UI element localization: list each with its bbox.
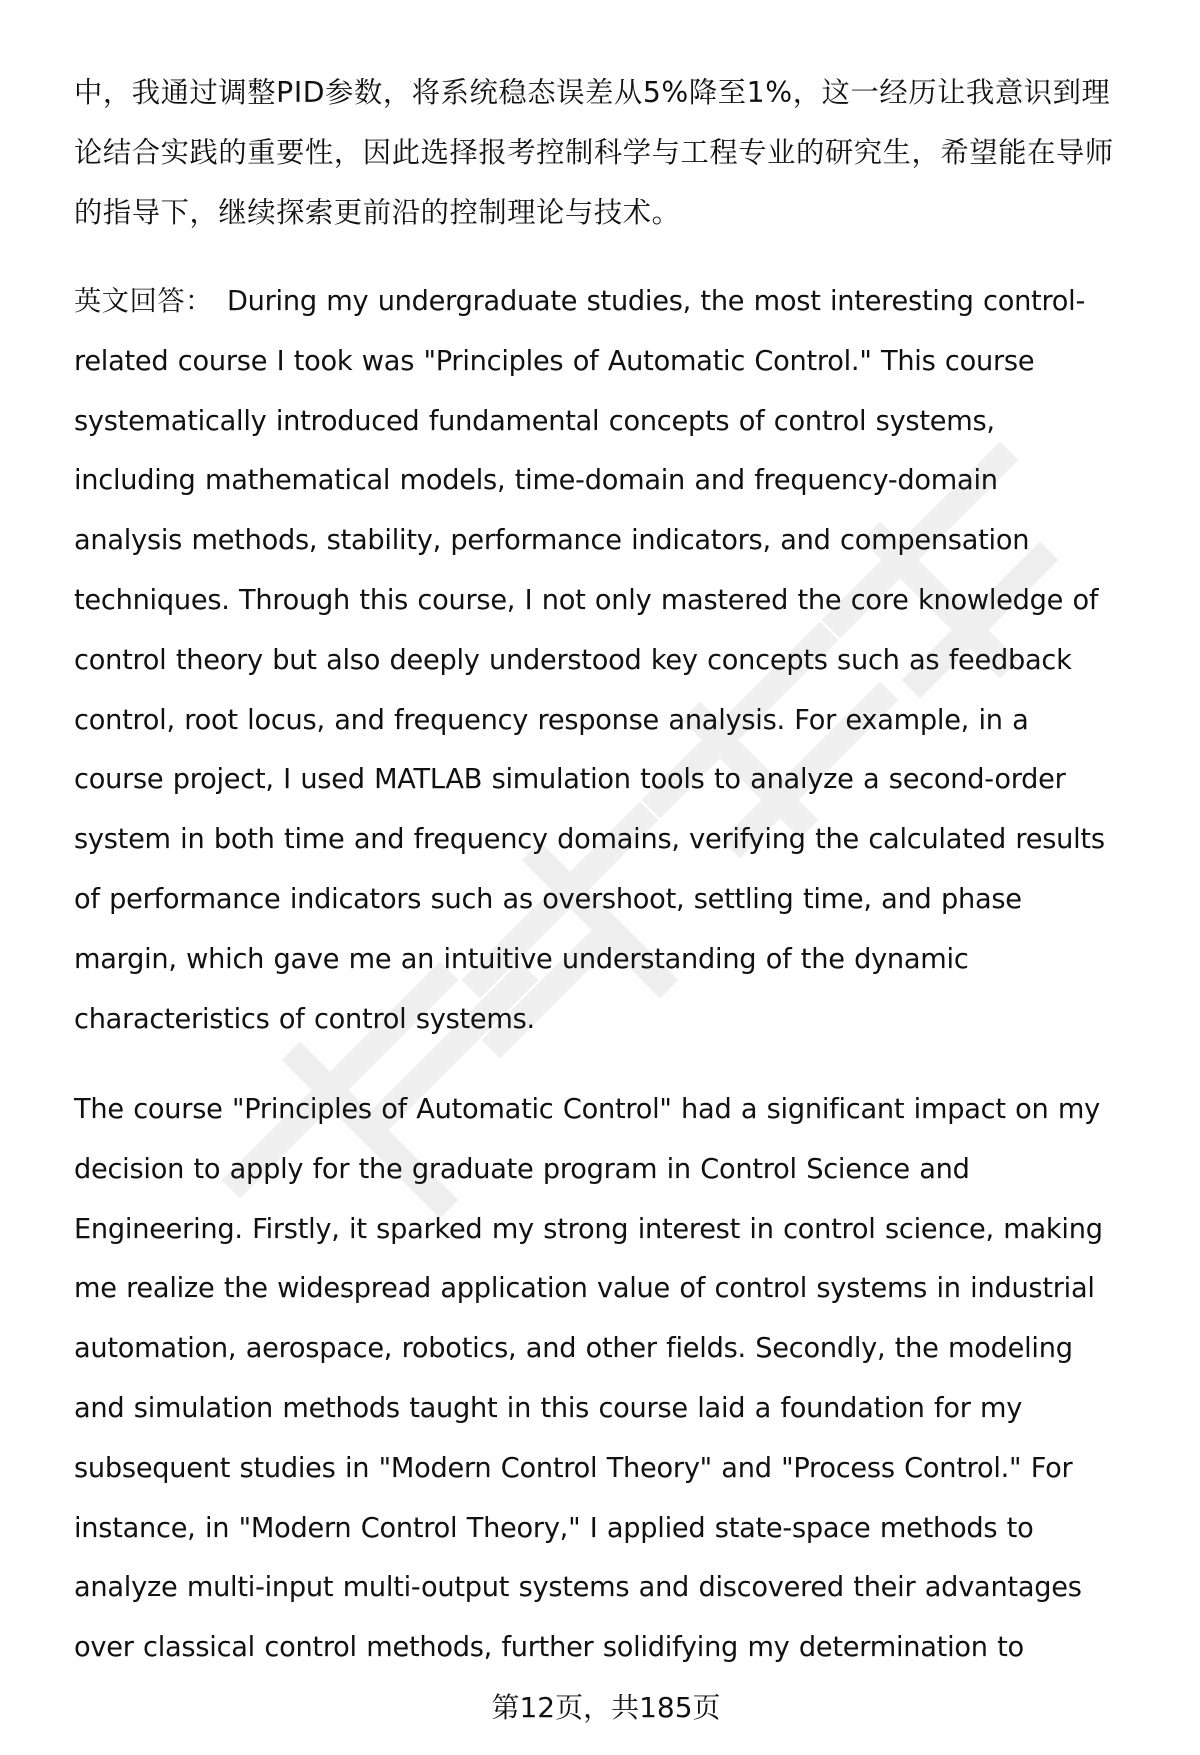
paragraph-line [74,272,1174,332]
paragraph-line: system in both time and frequency domains, verifying the calculated results [74,824,1105,856]
paragraph-line: systematically introduced fundamental concepts of control systems, [74,405,995,437]
paragraph-line: related course I took was "Principles of Automatic Control." This course [74,345,1035,377]
paragraph-line: course project, I used MATLAB simulation tools to analyze a second-order [74,764,1066,796]
paragraph-line: analysis methods, stability, performance indicators, and compensation [74,525,1030,557]
paragraph-line: analyze multi-input multi-output systems and discovered their advantages [74,1572,1082,1604]
paragraph-line: techniques. Through this course, I not only mastered the core knowledge of [74,584,1099,616]
paragraph-line: of performance indicators such as overshoot, settling time, and phase [74,883,1022,915]
page-number-footer: 第12页，共185页 [491,1691,721,1724]
paragraph-line: and simulation methods taught in this course laid a foundation for my [74,1392,1023,1424]
paragraph-line: margin, which gave me an intuitive understanding of the dynamic [74,943,969,975]
paragraph-line: over classical control methods, further solidifying my determination to [74,1632,1024,1664]
paragraph-line: automation, aerospace, robotics, and other fields. Secondly, the modeling [74,1333,1073,1365]
english-answer-paragraph [74,272,1174,1049]
paragraph-line: 中，我通过调整PID参数，将系统稳态误差从5%降至1%，这一经历让我意识到理 [74,76,1111,109]
paragraph-line: Engineering. Firstly, it sparked my strong interest in control science, making [74,1213,1103,1245]
paragraph-line: subsequent studies in "Modern Control Theory" and "Process Control." For [74,1452,1073,1484]
paragraph-line: characteristics of control systems. [74,1003,535,1035]
paragraph-line: instance, in "Modern Control Theory," I applied state-space methods to [74,1512,1034,1544]
paragraph-line: 论结合实践的重要性，因此选择报考控制科学与工程专业的研究生，希望能在导师 [74,135,1114,169]
paragraph-line: 的指导下，继续探索更前沿的控制理论与技术。 [74,195,681,229]
paragraph-line: control, root locus, and frequency response analysis. For example, in a [74,704,1029,736]
english-answer-label: 英文回答： [74,286,213,317]
paragraph-line: The course "Principles of Automatic Control" had a significant impact on my [74,1094,1100,1125]
paragraph-line: control theory but also deeply understood key concepts such as feedback [74,644,1072,676]
chinese-continuation-paragraph [74,63,1174,242]
impact-paragraph [74,1080,1174,1678]
paragraph-line: including mathematical models, time-domain and frequency-domain [74,465,998,497]
paragraph-line: me realize the widespread application value of control systems in industrial [74,1273,1095,1305]
paragraph-line: decision to apply for the graduate program in Control Science and [74,1153,970,1185]
english-answer-first-line: During my undergraduate studies, the most interesting control- [226,286,1086,317]
